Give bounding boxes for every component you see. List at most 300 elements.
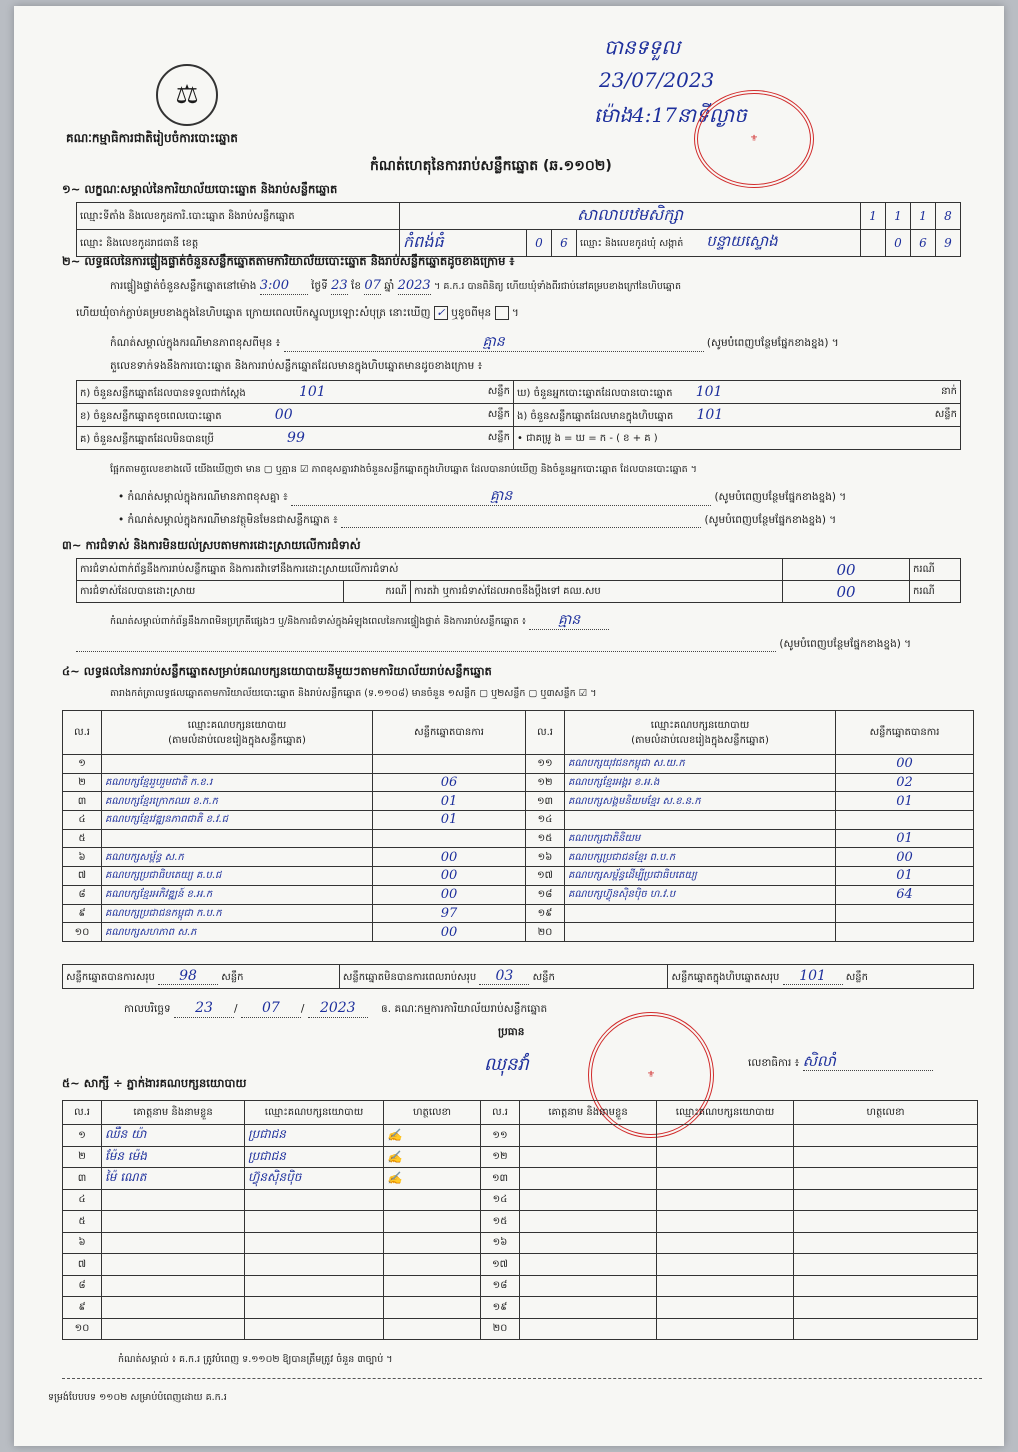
witness-no: ១ [63, 1125, 102, 1147]
witness-signature: ✍ [384, 1146, 481, 1168]
bullet1-value: គ្មាន [291, 488, 711, 506]
s2-row-2-unit2: សន្លឹក [934, 408, 957, 420]
total-valid-unit: សន្លឹក [221, 972, 244, 983]
witness-name: ម៉ៃ ណេត [102, 1168, 245, 1190]
witness-name [102, 1189, 245, 1211]
s2-row-2-value2: 101 [696, 406, 724, 423]
col-party-left-title: ឈ្មោះគណបក្សនយោបាយ [187, 719, 287, 731]
witness-signature [384, 1297, 481, 1319]
s2-row-2-cell-2 [514, 404, 961, 427]
witness-no: ៤ [63, 1189, 102, 1211]
total-invalid-label: សន្លឹកឆ្នោតមិនបានការពេលរាប់សរុប [342, 972, 477, 983]
witness-no: ១៩ [481, 1297, 520, 1319]
w-col-no-left: ល.រ [63, 1101, 102, 1125]
witness-signature [384, 1275, 481, 1297]
col-no-left: ល.រ [63, 711, 102, 755]
party-votes: 01 [373, 792, 526, 811]
witness-row [63, 1125, 978, 1147]
witness-no: ៩ [63, 1297, 102, 1319]
party-votes: 01 [836, 867, 974, 886]
witness-party [245, 1254, 384, 1276]
party-name: គណបក្សខ្មែរក្រោកឈរ ខ.ក.ក [102, 792, 373, 811]
page-title: កំណត់ហេតុនៃការរាប់សន្លឹកឆ្នោត (ឆ.១១០២) [370, 158, 612, 174]
s2-row-2-value: 00 [274, 406, 293, 423]
witness-name [520, 1189, 657, 1211]
s2-row-3-label2: • ជាគម្រូ ង = ឃ = ក - ( ខ + គ ) [517, 432, 658, 444]
check-box-1[interactable]: ✓ [434, 306, 448, 320]
witness-party [245, 1297, 384, 1319]
party-votes: 06 [373, 773, 526, 792]
witness-party [657, 1254, 794, 1276]
party-row [63, 811, 974, 830]
row1-code-3: 1 [911, 203, 936, 230]
s2-row-2-label: ខ) ចំនួនសន្លឹកឆ្នោតខូចពេលបោះឆ្នោត [80, 410, 222, 422]
witness-row [63, 1146, 978, 1168]
note-value: គ្មាន [284, 334, 704, 352]
col-party-right [565, 711, 836, 755]
witness-signature: ✍ [384, 1125, 481, 1147]
s2-row-3-label: គ) ចំនួនសន្លឹកឆ្នោតដែលមិនបានប្រើ [80, 433, 214, 445]
witness-no: ១០ [63, 1318, 102, 1340]
party-name: គណបក្សខ្មែរអភិវឌ្ឍន៍ ខ.អ.ក [102, 885, 373, 904]
witness-name [520, 1254, 657, 1276]
s2-row-2-label2: ង) ចំនួនសន្លឹកឆ្នោតដែលមានក្នុងហិបឆ្នោត [517, 410, 674, 422]
party-name [102, 755, 373, 774]
party-no: ៩ [63, 904, 102, 923]
row2-label: ឈ្មោះ និងលេខកូដរាជធានី ខេត្ត [77, 230, 400, 257]
party-name [565, 811, 836, 830]
witness-name [520, 1125, 657, 1147]
time-value: 3:00 [260, 278, 308, 295]
witness-signature [794, 1318, 978, 1340]
section-5-heading: ៥~ សាក្សី ÷ ភ្នាក់ងារគណបក្សនយោបាយ [62, 1076, 247, 1090]
section-3-hint-line [76, 638, 966, 652]
witness-signature [384, 1232, 481, 1254]
row2-commune-code-3: 9 [936, 230, 961, 257]
footer-rule [62, 1378, 982, 1379]
s3-row-2-unit-a: ករណី [344, 581, 411, 603]
witness-name [520, 1297, 657, 1319]
section-2-bullet-2 [118, 514, 968, 528]
witness-party [657, 1275, 794, 1297]
s2-row-3-value: 99 [287, 429, 305, 446]
party-no: ១៦ [526, 848, 565, 867]
section-4-totals [62, 964, 974, 989]
witness-name: ឈឺន យ៉ា [102, 1125, 245, 1147]
party-no: ៦ [63, 848, 102, 867]
party-votes: 00 [836, 755, 974, 774]
party-name: គណបក្សខ្មែររួបរួមជាតិ ក.ខ.រ [102, 773, 373, 792]
party-no: ១០ [63, 923, 102, 942]
party-name: គណបក្សសហភាព ស.ភ [102, 923, 373, 942]
witness-party: ប្រជាជន [245, 1146, 384, 1168]
party-no: ៤ [63, 811, 102, 830]
witness-row [63, 1189, 978, 1211]
party-no: ១២ [526, 773, 565, 792]
total-invalid-unit: សន្លឹក [532, 972, 555, 983]
row2-commune-code-2: 6 [911, 230, 936, 257]
witness-row [63, 1211, 978, 1233]
total-valid-value: 98 [158, 968, 218, 985]
party-name: គណបក្សសម្ព័ន្ធដើម្បីប្រជាធិបតេយ្យ [565, 867, 836, 886]
section-2-para-2: ហើយឃុំចាក់ភ្ជាប់គម្របខាងក្នុងនៃហិបឆ្នោត ក្រោយពេលបើកស្នូលប្រឡោះសំបុត្រ នោះឃើញ ✓ ឬខូចពីមុន ។ [76, 306, 519, 319]
party-votes: 00 [836, 848, 974, 867]
witness-no: ១៦ [481, 1232, 520, 1254]
bullet2-label: • កំណត់សម្គាល់ក្នុងករណីមានវត្ថុមិនមែនជាសន្លឹកឆ្នោត ៖ [118, 514, 338, 526]
w-col-party-right: ឈ្មោះគណបក្សនយោបាយ [657, 1101, 794, 1125]
witness-signature [794, 1211, 978, 1233]
w-col-no-right: ល.រ [481, 1101, 520, 1125]
witness-no: ១១ [481, 1125, 520, 1147]
party-no: ២០ [526, 923, 565, 942]
party-results-table [62, 710, 974, 942]
party-no: ១៣ [526, 792, 565, 811]
section-3-table [76, 558, 961, 603]
witness-signature [384, 1254, 481, 1276]
witness-party [245, 1318, 384, 1340]
s3-row-2-unit: ករណី [910, 581, 961, 603]
witness-name [102, 1254, 245, 1276]
section-2-note [110, 334, 980, 352]
witness-signature [794, 1232, 978, 1254]
party-no: ១៨ [526, 885, 565, 904]
party-row [63, 885, 974, 904]
witness-name [102, 1297, 245, 1319]
party-no: ២ [63, 773, 102, 792]
party-votes: 97 [373, 904, 526, 923]
col-party-left [102, 711, 373, 755]
receipt-line-3: ម៉ោង4:17នាទីល្ងាច [594, 103, 747, 127]
s3-hint-dots [76, 638, 776, 652]
party-votes: 00 [373, 848, 526, 867]
w-col-name-right: គោត្តនាម និងនាមខ្លួន [520, 1101, 657, 1125]
s3-hint: (សូមបំពេញបន្ថែមផ្នែកខាងខ្នង) ។ [779, 638, 912, 650]
bullet1-hint: (សូមបំពេញបន្ថែមផ្នែកខាងខ្នង) ។ [714, 491, 847, 503]
s2-row-3-cell-2 [514, 427, 961, 450]
section-4-heading: ៤~ លទ្ធផលនៃការរាប់សន្លឹកឆ្នោតសម្រាប់គណបក្សនយោបាយនីមួយៗតាមការិយាល័យរាប់សន្លឹកឆ្នោត [62, 664, 492, 678]
bullet2-hint: (សូមបំពេញបន្ថែមផ្នែកខាងខ្នង) ។ [704, 514, 837, 526]
receipt-line-1: បានទទួល [604, 35, 681, 59]
witness-row [63, 1254, 978, 1276]
para1-c: ខែ [351, 280, 362, 292]
party-votes [836, 811, 974, 830]
bullet2-line [341, 514, 701, 528]
s2-row-1-label: ក) ចំនួនសន្លឹកឆ្នោតដែលបានទទួលជាក់ស្តែង [80, 387, 246, 399]
witness-party [657, 1211, 794, 1233]
row1-value: សាលាបឋមសិក្សា [400, 203, 861, 230]
secretary-signature: សិលាំ [803, 1052, 933, 1071]
party-votes [373, 755, 526, 774]
s3-note-value: គ្មាន [529, 612, 609, 630]
footer-text: ទម្រង់បែបបទ ១១០២ សម្រាប់បំពេញដោយ គ.ក.រ [48, 1392, 227, 1403]
party-no: ៥ [63, 829, 102, 848]
para2-text: ហើយឃុំចាក់ភ្ជាប់គម្របខាងក្នុងនៃហិបឆ្នោត ក្រោយពេលបើកស្នូលប្រឡោះសំបុត្រ នោះឃើញ [76, 307, 431, 319]
row2-commune-code-1: 0 [886, 230, 911, 257]
total-box-label: សន្លឹកឆ្នោតក្នុងហិបឆ្នោតសរុប [671, 972, 780, 983]
s3-row-1-label: ការជំទាស់ពាក់ព័ន្ធនឹងការរាប់សន្លឹកឆ្នោត និងការតវ៉ាទៅនឹងការដោះស្រាយលើការជំទាស់ [77, 559, 783, 581]
party-row [63, 848, 974, 867]
s3-note-label: កំណត់សម្គាល់ពាក់ព័ន្ធនឹងភាពមិនប្រក្រតីផ្សេងៗ ឬ/និងការជំទាស់ក្នុងអំឡុងពេលនៃការផ្ទៀងផ្ទាត់ និងការរាប់សន្លឹកឆ្នោត ៖ [110, 616, 527, 627]
witness-no: ៨ [63, 1275, 102, 1297]
witness-signature [384, 1318, 481, 1340]
witness-name [102, 1275, 245, 1297]
month-value: 07 [364, 278, 381, 293]
witness-no: ១៤ [481, 1189, 520, 1211]
para1-a: ការផ្ទៀងផ្ទាត់ចំនួនសន្លឹកឆ្នោតនៅម៉ោង [110, 280, 257, 292]
witness-no: ១៥ [481, 1211, 520, 1233]
section-2-bullet-1 [118, 488, 968, 506]
s3-row-1-value: 00 [783, 559, 910, 581]
witness-no: ៦ [63, 1232, 102, 1254]
row2-spacer [861, 230, 886, 257]
party-row [63, 792, 974, 811]
party-votes: 02 [836, 773, 974, 792]
total-box-unit: សន្លឹក [845, 972, 868, 983]
witness-signature [794, 1254, 978, 1276]
party-no: ១៤ [526, 811, 565, 830]
total-invalid-cell [339, 965, 668, 989]
witness-party [245, 1211, 384, 1233]
s2-row-1-value: 101 [298, 383, 326, 400]
row2-code-2: 6 [552, 230, 577, 257]
s2-row-2-cell [77, 404, 514, 427]
col-votes-left: សន្លឹកឆ្នោតបានការ [373, 711, 526, 755]
row1-code-2: 1 [886, 203, 911, 230]
witness-no: ១២ [481, 1146, 520, 1168]
party-no: ១១ [526, 755, 565, 774]
witness-row [63, 1275, 978, 1297]
date-day: 23 [174, 1000, 234, 1018]
committee-name: គណៈកម្មាធិការជាតិរៀបចំការបោះឆ្នោត [66, 131, 238, 145]
row2-code-1: 0 [527, 230, 552, 257]
party-row [63, 829, 974, 848]
witness-rows [63, 1125, 978, 1340]
section-2-para-1 [110, 278, 980, 295]
check-box-2[interactable] [495, 306, 509, 320]
party-name [565, 923, 836, 942]
bullet1-label: • កំណត់សម្គាល់ក្នុងករណីមានភាពខុសគ្នា ៖ [118, 491, 288, 503]
s2-row-1-cell-2 [514, 381, 961, 404]
section-1-heading: ១~ លក្ខណៈសម្គាល់នៃការិយាល័យបោះឆ្នោត និងរាប់សន្លឹកឆ្នោត [62, 182, 338, 196]
party-no: ១៩ [526, 904, 565, 923]
party-row [63, 923, 974, 942]
witness-party [657, 1189, 794, 1211]
party-votes: 00 [373, 885, 526, 904]
date-line: កាលបរិច្ឆេទ 23 / 07 / 2023 ឲ. គណៈកម្មការការិយាល័យរាប់សន្លឹកឆ្នោត [124, 1000, 548, 1016]
footnote: កំណត់សម្គាល់ ៖ គ.ក.រ ត្រូវបំពេញ ទ.១១០២ ឱ្យបានត្រឹមត្រូវ ចំនួន ៣ច្បាប់ ។ [118, 1354, 393, 1365]
witness-signature [794, 1125, 978, 1147]
party-name: គណបក្សសម្ព័ន្ធ ស.ក [102, 848, 373, 867]
section-3-heading: ៣~ ការជំទាស់ និងការមិនយល់ស្របតាមការដោះស្រាយលើការជំទាស់ [62, 538, 361, 552]
col-votes-right: សន្លឹកឆ្នោតបានការ [836, 711, 974, 755]
secretary-label: លេខាធិការ [748, 1057, 792, 1069]
col-party-right-title: ឈ្មោះគណបក្សនយោបាយ [650, 719, 750, 731]
note-label: កំណត់សម្គាល់ក្នុងករណីមានភាពខុសពីមុន ៖ [110, 337, 281, 349]
secretary-line: លេខាធិការ ៖ សិលាំ [748, 1052, 933, 1071]
row2-commune-label [577, 230, 861, 257]
party-name: គណបក្សប្រជាជនកម្ពុជា ក.ប.ក [102, 904, 373, 923]
witness-row [63, 1297, 978, 1319]
witness-name [102, 1232, 245, 1254]
party-votes [373, 829, 526, 848]
day-value: 23 [331, 278, 348, 293]
witness-no: ១៨ [481, 1275, 520, 1297]
total-invalid-value: 03 [479, 968, 529, 985]
form-sheet [14, 6, 1004, 1446]
note-hint: (សូមបំពេញបន្ថែមផ្នែកខាងខ្នង) ។ [706, 337, 839, 349]
w-col-party-left: ឈ្មោះគណបក្សនយោបាយ [245, 1101, 384, 1125]
row2-value: កំពង់ធំ [400, 230, 527, 257]
section-2-intro: តួលេខទាក់ទងនឹងការបោះឆ្នោត និងការរាប់សន្លឹកឆ្នោតដែលមានក្នុងហិបឆ្នោតមានដូចខាងក្រោម ៖ [110, 360, 483, 372]
witness-party [657, 1125, 794, 1147]
year-value: 2023 [397, 278, 431, 293]
party-votes: 00 [373, 923, 526, 942]
witness-name [102, 1318, 245, 1340]
party-no: ១៧ [526, 867, 565, 886]
party-row [63, 755, 974, 774]
party-name: គណបក្សហ៊្វុនស៊ិនប៉ិច ហ.វ.ប [565, 885, 836, 904]
party-name: គណបក្សយុវជនកម្ពុជា ស.យ.ក [565, 755, 836, 774]
nec-logo-icon: ⚖ [156, 64, 218, 126]
party-name [565, 904, 836, 923]
party-no: ៧ [63, 867, 102, 886]
party-no: ៣ [63, 792, 102, 811]
witness-signature [794, 1168, 978, 1190]
total-valid-cell [63, 965, 340, 989]
party-row [63, 773, 974, 792]
row2-commune-value: បន្ទាយស្ទោង [706, 232, 778, 250]
party-votes: 01 [836, 792, 974, 811]
witness-party [657, 1297, 794, 1319]
party-row [63, 904, 974, 923]
col-party-left-sub: (តាមលំដាប់លេខរៀងក្នុងសន្លឹកឆ្នោត) [168, 734, 306, 746]
total-box-cell [668, 965, 974, 989]
s3-row-2-label: ការជំទាស់ដែលបានដោះស្រាយ [77, 581, 344, 603]
party-name: គណបក្សប្រជាជនខ្មែរ ព.ប.ក [565, 848, 836, 867]
witness-signature: ✍ [384, 1168, 481, 1190]
col-no-right: ល.រ [526, 711, 565, 755]
total-box-value: 101 [783, 968, 843, 985]
party-name: គណបក្សខ្មែរអង្គរ ខ.អ.ង [565, 773, 836, 792]
witness-signature [384, 1189, 481, 1211]
witness-no: ៧ [63, 1254, 102, 1276]
s2-row-1-label2: ឃ) ចំនួនអ្នកបោះឆ្នោតដែលបានបោះឆ្នោត [517, 387, 673, 399]
witness-name: ម៉ែន ម៉េង [102, 1146, 245, 1168]
receipt-line-2: 23/07/2023 [599, 68, 715, 92]
witness-party [657, 1168, 794, 1190]
witness-signature [384, 1211, 481, 1233]
s2-row-3-unit: សន្លឹក [487, 431, 510, 443]
s3-row-1-unit: ករណី [910, 559, 961, 581]
party-row [63, 867, 974, 886]
witness-party: ប្រជាជន [245, 1125, 384, 1147]
witness-party: ហ៊្វុនស៊ិនប៉ិច [245, 1168, 384, 1190]
party-name: គណបក្សជាតិនិយម [565, 829, 836, 848]
witness-signature [794, 1189, 978, 1211]
section-2-heading: ២~ លទ្ធផលនៃការផ្ទៀងផ្ទាត់ចំនួនសន្លឹកឆ្នោតតាមការិយាល័យបោះឆ្នោត និងរាប់សន្លឹកឆ្នោតដូចខាងក្រោម ៖ [62, 254, 515, 268]
witness-no: ២០ [481, 1318, 520, 1340]
w-col-sign-left: ហត្ថលេខា [384, 1101, 481, 1125]
section-1-table [76, 202, 961, 257]
witness-party [657, 1318, 794, 1340]
witness-row [63, 1318, 978, 1340]
para1-d: ឆ្នាំ [384, 280, 395, 292]
total-valid-label: សន្លឹកឆ្នោតបានការសរុប [66, 972, 155, 983]
section-4-intro: តារាងកត់ត្រាលទ្ធផលឆ្នោតតាមការិយាល័យបោះឆ្នោត និងរាប់សន្លឹកឆ្នោត (ទ.១១០៨) មានចំនួន ១សន្លឹក ▢ ឬ២សន្លឹក ▢ ឬ៣សន្លឹក ☑ ។ [110, 688, 597, 699]
party-no: ១៥ [526, 829, 565, 848]
witness-party [657, 1232, 794, 1254]
witness-name [520, 1168, 657, 1190]
witness-row [63, 1232, 978, 1254]
s2-row-3-cell [77, 427, 514, 450]
party-votes: 00 [373, 867, 526, 886]
witness-no: ១៧ [481, 1254, 520, 1276]
witness-no: ៣ [63, 1168, 102, 1190]
witness-name [520, 1211, 657, 1233]
witness-table [62, 1100, 978, 1340]
para1-b: ថ្ងៃទី [311, 280, 328, 292]
witness-signature [794, 1297, 978, 1319]
official-stamp-bottom: ⚜ [588, 1012, 714, 1138]
party-votes: 64 [836, 885, 974, 904]
party-votes: 01 [373, 811, 526, 830]
w-col-name-left: គោត្តនាម និងនាមខ្លួន [102, 1101, 245, 1125]
witness-signature [794, 1146, 978, 1168]
row1-code-1: 1 [861, 203, 886, 230]
chair-label: ប្រធាន [498, 1026, 525, 1038]
witness-name [520, 1275, 657, 1297]
witness-row [63, 1168, 978, 1190]
date-label: កាលបរិច្ឆេទ [124, 1003, 171, 1015]
section-3-note [110, 612, 970, 630]
witness-party [245, 1275, 384, 1297]
party-no: ៨ [63, 885, 102, 904]
witness-name [102, 1211, 245, 1233]
party-votes: 01 [836, 829, 974, 848]
w-col-sign-right: ហត្ថលេខា [794, 1101, 978, 1125]
witness-party [245, 1232, 384, 1254]
witness-signature [794, 1275, 978, 1297]
party-name: គណបក្សសង្គមនិយមខ្មែរ ស.ខ.ន.ក [565, 792, 836, 811]
party-votes [836, 923, 974, 942]
witness-party [245, 1189, 384, 1211]
party-name: គណបក្សប្រជាធិបតេយ្យ គ.ប.ជ [102, 867, 373, 886]
committee-label: ឲ. គណៈកម្មការការិយាល័យរាប់សន្លឹកឆ្នោត [381, 1003, 548, 1015]
chair-signature: ឈុនវាំ [484, 1054, 529, 1075]
witness-no: ៥ [63, 1211, 102, 1233]
col-party-right-sub: (តាមលំដាប់លេខរៀងក្នុងសន្លឹកឆ្នោត) [631, 734, 769, 746]
section-2-table [76, 380, 961, 450]
witness-party [657, 1146, 794, 1168]
para2-end: ឬខូចពីមុន [451, 307, 492, 319]
party-rows [63, 755, 974, 942]
witness-name [520, 1318, 657, 1340]
official-stamp-top: ⚜ [694, 90, 814, 188]
row1-label: ឈ្មោះទីតាំង និងលេខកូដការិ.បោះឆ្នោត និងរាប់សន្លឹកឆ្នោត [77, 203, 400, 230]
s2-row-1-unit2: នាក់ [941, 385, 957, 397]
s2-row-1-cell [77, 381, 514, 404]
s2-row-2-unit: សន្លឹក [487, 408, 510, 420]
witness-no: ២ [63, 1146, 102, 1168]
date-month: 07 [241, 1000, 301, 1018]
party-no: ១ [63, 755, 102, 774]
row2-commune-label-text: ឈ្មោះ និងលេខកូដឃុំ សង្កាត់ [580, 238, 684, 249]
s2-row-1-value2: 101 [695, 383, 723, 400]
party-name: គណបក្សខ្មែរវឌ្ឍនភាពជាតិ ខ.វ.ជ [102, 811, 373, 830]
row1-code-4: 8 [936, 203, 961, 230]
party-votes [836, 904, 974, 923]
para1-e: ។ គ.ក.រ បានពិនិត្យ ហើយឃុំទាំងពីរជាប់នៅគម្របខាងក្រៅនៃហិបឆ្នោត [434, 281, 681, 292]
